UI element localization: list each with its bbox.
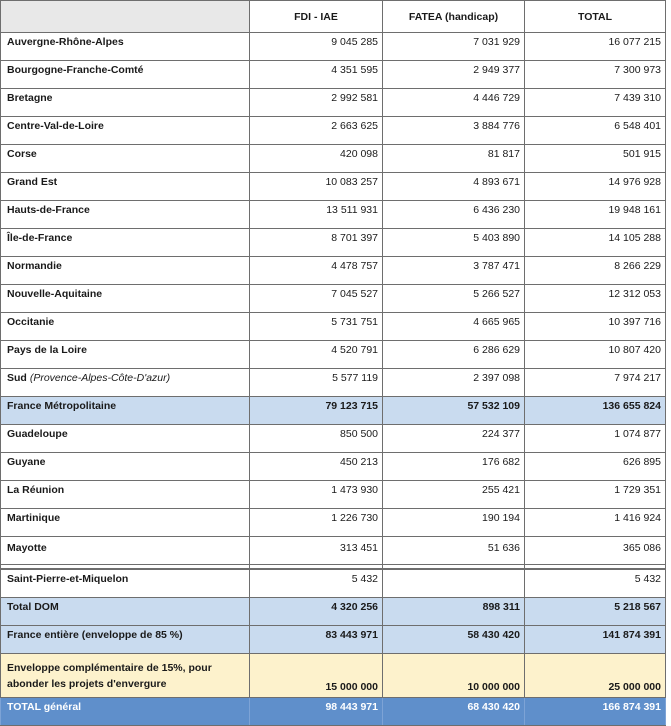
fatea-value: 4 665 965	[382, 313, 524, 340]
region-name: Occitanie	[0, 313, 249, 340]
region-name: Île-de-France	[0, 229, 249, 256]
region-name: Centre-Val-de-Loire	[0, 117, 249, 144]
table-row	[0, 257, 666, 285]
envelope-row	[0, 654, 666, 698]
table-row	[0, 173, 666, 201]
fatea-value: 5 266 527	[382, 285, 524, 312]
fdi-value: 98 443 971	[249, 698, 382, 725]
region-name: Pays de la Loire	[0, 341, 249, 368]
total-value: 10 397 716	[524, 313, 666, 340]
total-value: 25 000 000	[524, 654, 666, 697]
total-value: 7 300 973	[524, 61, 666, 88]
header-region	[0, 1, 249, 32]
table-row	[0, 481, 666, 509]
fatea-value: 10 000 000	[382, 654, 524, 697]
table-row	[0, 425, 666, 453]
fdi-value: 15 000 000	[249, 654, 382, 697]
fatea-value: 5 403 890	[382, 229, 524, 256]
fdi-value: 9 045 285	[249, 33, 382, 60]
fatea-value: 3 787 471	[382, 257, 524, 284]
fdi-value: 5 432	[249, 570, 382, 597]
region-name: Saint-Pierre-et-Miquelon	[0, 570, 249, 597]
fdi-value: 13 511 931	[249, 201, 382, 228]
fatea-value: 68 430 420	[382, 698, 524, 725]
region-name: Guadeloupe	[0, 425, 249, 452]
region-name: Corse	[0, 145, 249, 172]
total-value: 8 266 229	[524, 257, 666, 284]
fdi-value: 450 213	[249, 453, 382, 480]
metro-total-row	[0, 397, 666, 425]
fatea-value: 2 397 098	[382, 369, 524, 396]
fatea-value: 224 377	[382, 425, 524, 452]
table-row	[0, 117, 666, 145]
fatea-value: 81 817	[382, 145, 524, 172]
table-row	[0, 509, 666, 537]
region-name: Bretagne	[0, 89, 249, 116]
fdi-value: 850 500	[249, 425, 382, 452]
fdi-value: 2 992 581	[249, 89, 382, 116]
total-value: 141 874 391	[524, 626, 666, 653]
region-note: (Provence-Alpes-Côte-D'azur)	[29, 372, 171, 384]
total-value: 14 976 928	[524, 173, 666, 200]
fatea-value	[382, 570, 524, 597]
france-total-row	[0, 626, 666, 654]
envelope-label	[0, 654, 249, 697]
grand-total-row	[0, 698, 666, 726]
envelope-label-text	[7, 660, 212, 692]
region-name: Guyane	[0, 453, 249, 480]
fatea-value: 2 949 377	[382, 61, 524, 88]
fatea-value: 7 031 929	[382, 33, 524, 60]
total-value: 16 077 215	[524, 33, 666, 60]
header-fatea: FATEA (handicap)	[382, 1, 524, 32]
total-value: 1 416 924	[524, 509, 666, 536]
fatea-value: 51 636	[382, 537, 524, 564]
dom-total-label: Total DOM	[0, 598, 249, 625]
total-value: 5 432	[524, 570, 666, 597]
region-name: Nouvelle-Aquitaine	[0, 285, 249, 312]
fdi-value: 1 226 730	[249, 509, 382, 536]
envelope-label-line1: Enveloppe complémentaire de 15%, pour	[7, 661, 212, 674]
total-value: 1 074 877	[524, 425, 666, 452]
fatea-value: 6 436 230	[382, 201, 524, 228]
region-name: Hauts-de-France	[0, 201, 249, 228]
region-name: Normandie	[0, 257, 249, 284]
region-name: Martinique	[0, 509, 249, 536]
header-fdi-iae: FDI - IAE	[249, 1, 382, 32]
total-value: 501 915	[524, 145, 666, 172]
fdi-value: 79 123 715	[249, 397, 382, 424]
table-row	[0, 201, 666, 229]
table-row	[0, 145, 666, 173]
fdi-value: 10 083 257	[249, 173, 382, 200]
total-value: 12 312 053	[524, 285, 666, 312]
fdi-value: 2 663 625	[249, 117, 382, 144]
table-row	[0, 537, 666, 565]
region-name	[0, 369, 249, 396]
table-row	[0, 89, 666, 117]
total-value: 10 807 420	[524, 341, 666, 368]
total-value: 7 439 310	[524, 89, 666, 116]
fdi-value: 420 098	[249, 145, 382, 172]
total-value: 1 729 351	[524, 481, 666, 508]
fdi-value: 4 320 256	[249, 598, 382, 625]
fatea-value: 3 884 776	[382, 117, 524, 144]
region-label: Sud	[7, 372, 27, 384]
fdi-value: 1 473 930	[249, 481, 382, 508]
fdi-value: 7 045 527	[249, 285, 382, 312]
grand-total-label: TOTAL général	[0, 698, 249, 725]
table-row	[0, 453, 666, 481]
envelope-label-line2: abonder les projets d'envergure	[7, 677, 167, 690]
table-row	[0, 369, 666, 397]
table-row	[0, 229, 666, 257]
total-value: 6 548 401	[524, 117, 666, 144]
france-total-label: France entière (enveloppe de 85 %)	[0, 626, 249, 653]
table-header-row	[0, 0, 666, 33]
fdi-value: 4 351 595	[249, 61, 382, 88]
total-value: 166 874 391	[524, 698, 666, 725]
fdi-value: 83 443 971	[249, 626, 382, 653]
fatea-value: 57 532 109	[382, 397, 524, 424]
table-row	[0, 61, 666, 89]
fatea-value: 255 421	[382, 481, 524, 508]
table-row	[0, 285, 666, 313]
dom-total-row	[0, 598, 666, 626]
total-value: 5 218 567	[524, 598, 666, 625]
header-total: TOTAL	[524, 1, 666, 32]
fdi-value: 5 577 119	[249, 369, 382, 396]
table-row	[0, 570, 666, 598]
fdi-value: 8 701 397	[249, 229, 382, 256]
fatea-value: 58 430 420	[382, 626, 524, 653]
fatea-value: 4 893 671	[382, 173, 524, 200]
total-value: 19 948 161	[524, 201, 666, 228]
total-value: 626 895	[524, 453, 666, 480]
table-row	[0, 33, 666, 61]
region-name: Grand Est	[0, 173, 249, 200]
fatea-value: 176 682	[382, 453, 524, 480]
fdi-value: 313 451	[249, 537, 382, 564]
fatea-value: 6 286 629	[382, 341, 524, 368]
region-name: Auvergne-Rhône-Alpes	[0, 33, 249, 60]
fatea-value: 898 311	[382, 598, 524, 625]
table-row	[0, 313, 666, 341]
total-value: 136 655 824	[524, 397, 666, 424]
table-row	[0, 341, 666, 369]
metro-total-label: France Métropolitaine	[0, 397, 249, 424]
region-name: Bourgogne-Franche-Comté	[0, 61, 249, 88]
fdi-value: 4 520 791	[249, 341, 382, 368]
region-name: La Réunion	[0, 481, 249, 508]
fdi-value: 5 731 751	[249, 313, 382, 340]
fdi-value: 4 478 757	[249, 257, 382, 284]
total-value: 7 974 217	[524, 369, 666, 396]
total-value: 14 105 288	[524, 229, 666, 256]
total-value: 365 086	[524, 537, 666, 564]
region-name: Mayotte	[0, 537, 249, 564]
fatea-value: 190 194	[382, 509, 524, 536]
fatea-value: 4 446 729	[382, 89, 524, 116]
